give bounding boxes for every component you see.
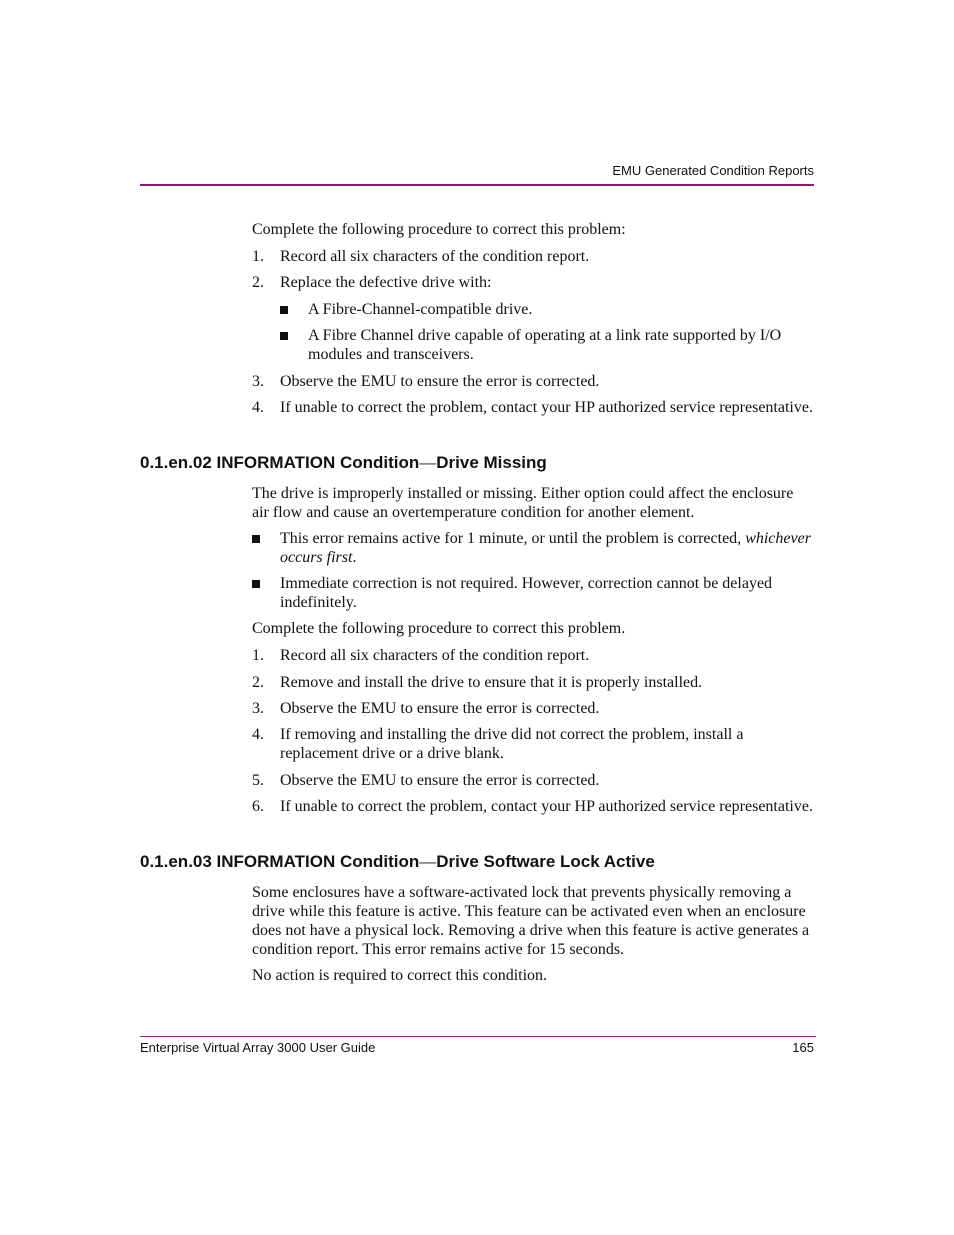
step-number: 3.	[252, 373, 264, 390]
bullet-text: A Fibre-Channel-compatible drive.	[308, 301, 533, 318]
footer-rule	[140, 1036, 816, 1037]
heading-suffix: Drive Software Lock Active	[436, 852, 655, 871]
running-header: EMU Generated Condition Reports	[612, 163, 814, 178]
section-heading-software-lock	[140, 852, 655, 872]
step-text: Remove and install the drive to ensure that it is properly installed.	[280, 674, 703, 691]
step-number: 1.	[252, 248, 264, 265]
intro-paragraph: Complete the following procedure to correct this problem:	[252, 221, 626, 238]
square-bullet-icon	[280, 306, 288, 314]
header-rule	[140, 184, 814, 186]
procedure-intro: Complete the following procedure to correct this problem.	[252, 620, 626, 637]
step-number: 4.	[252, 399, 264, 416]
step-number: 6.	[252, 798, 264, 815]
step-text: If unable to correct the problem, contact your HP authorized service representative.	[280, 798, 813, 815]
step-text: Record all six characters of the condition report.	[280, 248, 590, 265]
step-text: Record all six characters of the condition report.	[280, 647, 590, 664]
step-text: If removing and installing the drive did not correct the problem, install a replacement drive or a drive blank.	[280, 726, 744, 762]
footer-title: Enterprise Virtual Array 3000 User Guide	[140, 1040, 376, 1055]
heading-prefix: 0.1.en.02 INFORMATION Condition	[140, 453, 420, 472]
heading-dash: —	[419, 453, 437, 472]
bullet-text: Immediate correction is not required. However, correction cannot be delayed indefinitely.	[280, 575, 773, 611]
heading-suffix: Drive Missing	[436, 453, 547, 472]
square-bullet-icon	[252, 580, 260, 588]
step-text: Observe the EMU to ensure the error is corrected.	[280, 772, 600, 789]
step-number: 2.	[252, 274, 264, 291]
step-number: 1.	[252, 647, 264, 664]
bullet-text-main: This error remains active for 1 minute, or until the problem is corrected,	[280, 530, 746, 547]
page-number: 165	[792, 1040, 814, 1055]
bullet-text-end: .	[352, 549, 357, 566]
step-text: Observe the EMU to ensure the error is corrected.	[280, 700, 600, 717]
step-number: 5.	[252, 772, 264, 789]
step-number: 4.	[252, 726, 264, 743]
step-text: Replace the defective drive with:	[280, 274, 492, 291]
heading-dash: —	[419, 852, 437, 871]
bullet-text	[280, 529, 814, 567]
section2-paragraph: Some enclosures have a software-activated lock that prevents physically removing a drive while this feature is active. This feature can be activated even when an enclosure does not have a physical lock. Removing a drive when this feature is active generates a condition report. This error remains active for 15 seconds.	[252, 884, 810, 958]
heading-prefix: 0.1.en.03 INFORMATION Condition	[140, 852, 420, 871]
step-text: If unable to correct the problem, contact your HP authorized service representative.	[280, 399, 813, 416]
square-bullet-icon	[252, 535, 260, 543]
section2-closing: No action is required to correct this condition.	[252, 967, 548, 984]
step-number: 3.	[252, 700, 264, 717]
bullet-text: A Fibre Channel drive capable of operating at a link rate supported by I/O modules and transceivers.	[308, 327, 782, 363]
section1-paragraph: The drive is improperly installed or missing. Either option could affect the enclosure air flow and cause an overtemperature condition for another element.	[252, 485, 794, 521]
step-text: Observe the EMU to ensure the error is corrected.	[280, 373, 600, 390]
square-bullet-icon	[280, 332, 288, 340]
bullet-text-italic: whichever occurs first	[280, 530, 811, 566]
step-number: 2.	[252, 674, 264, 691]
section-heading-drive-missing	[140, 453, 547, 473]
